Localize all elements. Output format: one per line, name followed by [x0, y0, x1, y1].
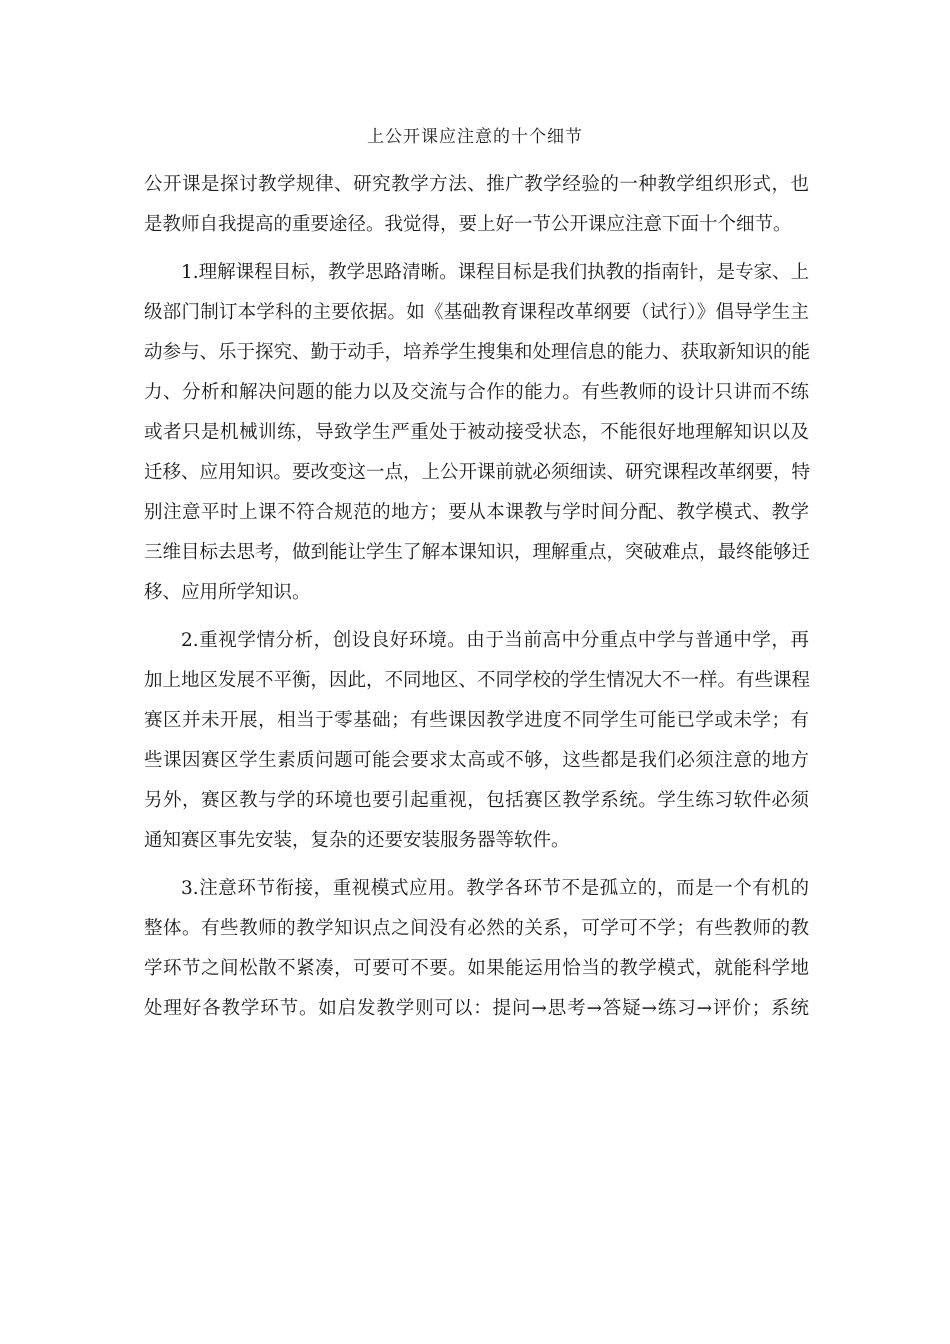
text-line: 三维目标去思考，做到能让学生了解本课知识，理解重点，突破难点，最终能够迁 — [144, 542, 811, 563]
text-line: 些课因赛区学生素质问题可能会要求太高或不够，这些都是我们必须注意的地方 — [144, 750, 809, 771]
paragraph-intro — [144, 165, 809, 245]
text-line: 处理好各教学环节。如启发教学则可以：提问→思考→答疑→练习→评价；系统 — [144, 998, 809, 1019]
text-line: 另外，赛区教与学的环境也要引起重视，包括赛区教学系统。学生练习软件必须 — [144, 790, 809, 811]
text-line: 赛区并未开展，相当于零基础；有些课因教学进度不同学生可能已学或未学；有 — [144, 710, 809, 731]
text-line: 或者只是机械训练，导致学生严重处于被动接受状态，不能很好地理解知识以及 — [144, 422, 809, 443]
text-line: 动参与、乐于探究、勤于动手，培养学生搜集和处理信息的能力、获取新知识的能 — [144, 342, 811, 363]
paragraph-point-2 — [144, 621, 809, 861]
text-line: 级部门制订本学科的主要依据。如《基础教育课程改革纲要（试行）》倡导学生主 — [144, 302, 809, 323]
text-line: 力、分析和解决问题的能力以及交流与合作的能力。有些教师的设计只讲而不练 — [144, 382, 809, 403]
text-line: 通知赛区事先安装，复杂的还要安装服务器等软件。 — [144, 830, 570, 851]
text-line: 加上地区发展不平衡，因此，不同地区、不同学校的学生情况大不一样。有些课程 — [144, 670, 811, 691]
text-line: 整体。有些教师的教学知识点之间没有必然的关系，可学可不学；有些教师的教 — [144, 918, 809, 939]
text-line: 学环节之间松散不紧凑，可要可不要。如果能运用恰当的教学模式，就能科学地 — [144, 958, 809, 979]
text-line: 是教师自我提高的重要途径。我觉得，要上好一节公开课应注意下面十个细节。 — [144, 214, 792, 235]
text-line: 别注意平时上课不符合规范的地方；要从本课教与学时间分配、教学模式、教学 — [144, 502, 809, 523]
text-line: 1.理解课程目标，教学思路清晰。课程目标是我们执教的指南针，是专家、上 — [181, 262, 810, 283]
text-line: 公开课是探讨教学规律、研究教学方法、推广教学经验的一种教学组织形式，也 — [144, 174, 809, 195]
text-line: 3.注意环节衔接，重视模式应用。教学各环节不是孤立的，而是一个有机的 — [181, 878, 809, 899]
document-body — [144, 165, 809, 1029]
text-line: 2.重视学情分析，创设良好环境。由于当前高中分重点中学与普通中学，再 — [181, 630, 809, 651]
paragraph-point-3 — [144, 869, 809, 1029]
text-line: 迁移、应用知识。要改变这一点，上公开课前就必须细读、研究课程改革纲要，特 — [144, 462, 811, 483]
paragraph-point-1 — [144, 253, 809, 613]
document-title: 上公开课应注意的十个细节 — [367, 127, 583, 147]
text-line: 移、应用所学知识。 — [144, 582, 311, 603]
